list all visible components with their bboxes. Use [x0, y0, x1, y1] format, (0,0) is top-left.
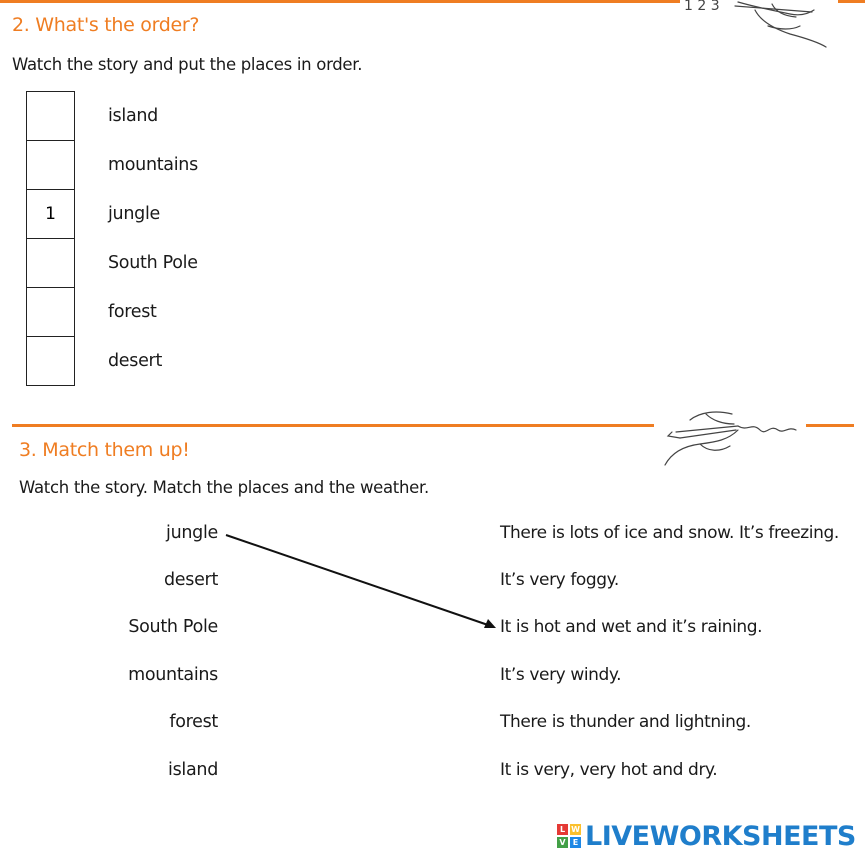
match-weather[interactable]: It is hot and wet and it’s raining.	[500, 617, 763, 637]
svg-text:1 2 3: 1 2 3	[684, 0, 720, 14]
order-box[interactable]	[27, 92, 75, 141]
order-number-input[interactable]	[27, 92, 74, 140]
match-place[interactable]: desert	[163, 570, 218, 590]
order-box[interactable]	[27, 337, 75, 386]
order-row	[27, 190, 200, 239]
hand-writing-icon	[684, 0, 826, 47]
match-place[interactable]: jungle	[166, 523, 218, 543]
section3-heading: 3. Match them up!	[19, 439, 190, 461]
logo-block: E	[570, 837, 581, 848]
order-number-input[interactable]	[27, 337, 74, 385]
section3-instruction: Watch the story. Match the places and the weather.	[19, 478, 429, 497]
logo-block: L	[557, 824, 568, 835]
section2-instruction: Watch the story and put the places in order.	[12, 55, 363, 74]
match-place[interactable]: South Pole	[128, 617, 218, 637]
match-weather[interactable]: It’s very windy.	[500, 665, 622, 685]
order-row	[27, 337, 200, 386]
order-row	[27, 288, 200, 337]
order-place-label: jungle	[108, 204, 160, 224]
order-place-label: desert	[108, 351, 163, 371]
match-place[interactable]: forest	[169, 712, 218, 732]
section2-heading: 2. What's the order?	[12, 14, 200, 36]
match-arrow[interactable]	[226, 535, 496, 628]
order-place-label: island	[108, 106, 158, 126]
order-table	[26, 91, 200, 386]
logo-text: LIVEWORKSHEETS	[585, 820, 856, 852]
order-box[interactable]	[27, 141, 75, 190]
order-number-input[interactable]	[27, 190, 74, 238]
order-number-input[interactable]	[27, 288, 74, 336]
match-place[interactable]: mountains	[128, 665, 218, 685]
logo-block: V	[557, 837, 568, 848]
order-place-label: mountains	[108, 155, 198, 175]
liveworksheets-logo	[557, 818, 856, 854]
logo-blocks-icon	[557, 824, 581, 848]
order-number-input[interactable]	[27, 141, 74, 189]
logo-block: W	[571, 825, 580, 834]
match-weather[interactable]: There is thunder and lightning.	[500, 712, 751, 732]
order-place-label: South Pole	[108, 253, 198, 273]
order-row	[27, 92, 200, 141]
order-place-label: forest	[108, 302, 157, 322]
section3-rule-right	[806, 424, 854, 427]
order-box[interactable]	[27, 288, 75, 337]
order-box[interactable]	[27, 190, 75, 239]
hand-drawing-icon	[665, 412, 796, 465]
section3-rule	[12, 424, 654, 427]
order-row	[27, 141, 200, 190]
match-place[interactable]: island	[168, 760, 218, 780]
match-weather[interactable]: It’s very foggy.	[500, 570, 619, 590]
order-box[interactable]	[27, 239, 75, 288]
match-weather[interactable]: It is very, very hot and dry.	[500, 760, 718, 780]
order-row	[27, 239, 200, 288]
order-number-input[interactable]	[27, 239, 74, 287]
match-weather[interactable]: There is lots of ice and snow. It’s freezing.	[500, 523, 839, 543]
